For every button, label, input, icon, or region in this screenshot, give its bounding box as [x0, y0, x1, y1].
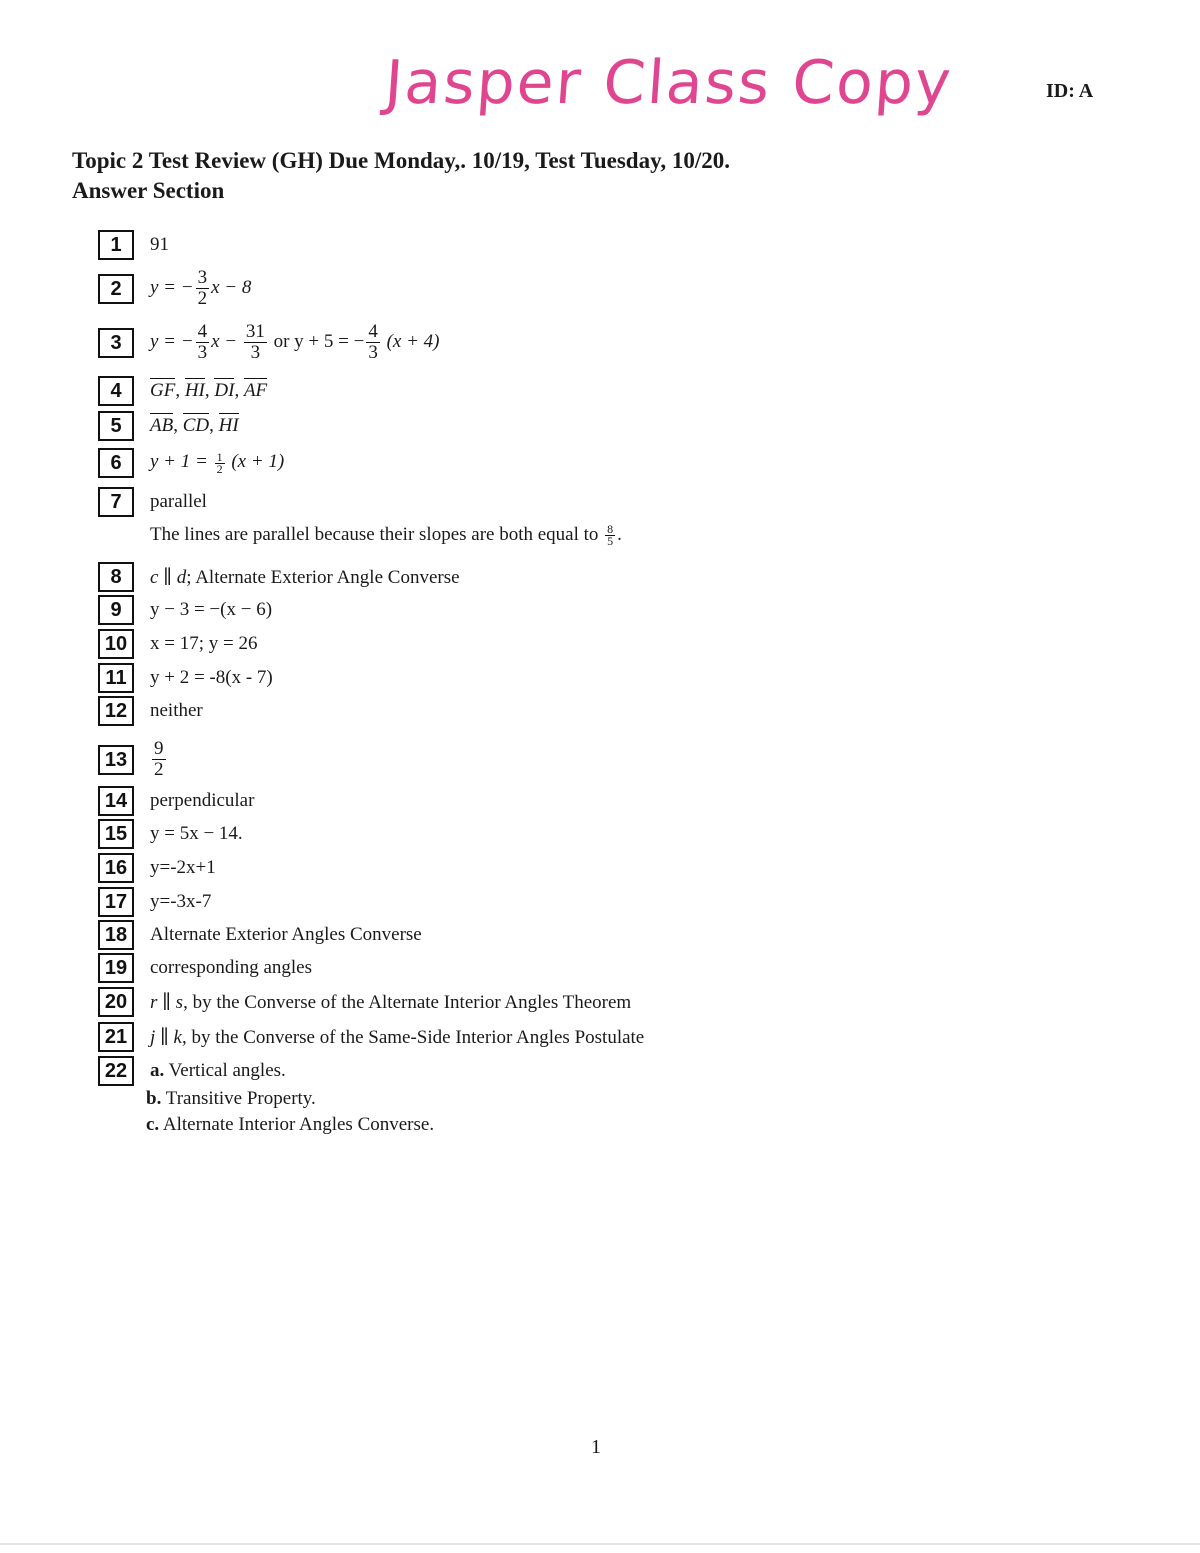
id-label: ID: A	[1046, 80, 1094, 102]
answer-text: c ∥ d; Alternate Exterior Angle Converse	[150, 566, 460, 588]
answer-text: j ∥ k, by the Converse of the Same-Side Interior Angles Postulate	[150, 1026, 645, 1048]
question-number: 6	[98, 448, 134, 478]
answer-item	[98, 376, 267, 406]
fraction: $\frac{31}{3}$	[245, 321, 265, 363]
answer-text: 91	[150, 234, 169, 255]
answer-item	[98, 1022, 644, 1052]
fraction: $\frac{1}{2}$	[216, 449, 223, 476]
question-number: 21	[98, 1022, 134, 1052]
answer-text: y + 1 = $\frac{1}{2}$ (x + 1)	[150, 449, 285, 476]
answer-item	[98, 819, 243, 849]
question-number: 1	[98, 230, 134, 260]
fraction: $\frac{4}{3}$	[368, 321, 378, 363]
answer-text: r ∥ s, by the Converse of the Alternate Interior Angles Theorem	[150, 991, 632, 1013]
answer-item	[98, 411, 239, 441]
question-number: 5	[98, 411, 134, 441]
fraction: $\frac{4}{3}$	[197, 321, 208, 363]
answer-text: y = − $\frac{4}{3}$ x − $\frac{31}{3}$ or y + 5 = − $\frac{4}{3}$ (x + 4)	[150, 321, 440, 363]
answer-item	[98, 696, 203, 726]
question-number: 13	[98, 745, 134, 775]
answer-item	[98, 562, 460, 592]
question-number: 19	[98, 953, 134, 983]
answer-item	[98, 629, 257, 659]
question-number: 10	[98, 629, 134, 659]
answer-item	[98, 887, 211, 917]
answer-item	[98, 953, 312, 983]
answer-item	[98, 448, 284, 478]
question-number: 12	[98, 696, 134, 726]
handwritten-note: Jasper Class Copy	[382, 48, 956, 118]
answer-text: y − 3 = −(x − 6)	[150, 599, 273, 620]
title-line: Topic 2 Test Review (GH) Due Monday,. 10/19, Test Tuesday, 10/20.	[72, 148, 730, 173]
answer-item	[98, 987, 631, 1017]
answer-text	[150, 739, 168, 780]
answer-text: y = 5x − 14.	[150, 823, 243, 844]
section-heading: Answer Section	[72, 178, 225, 203]
question-number: 15	[98, 819, 134, 849]
answer-text: y = − $\frac{3}{2}$ x − 8	[150, 267, 252, 309]
question-number: 18	[98, 920, 134, 950]
question-number: 22	[98, 1056, 134, 1086]
question-number: 20	[98, 987, 134, 1017]
answer-item	[98, 487, 207, 517]
answer-item	[98, 853, 216, 883]
fraction: $\frac{8}{5}$	[607, 522, 614, 549]
question-number: 9	[98, 595, 134, 625]
question-number: 3	[98, 328, 134, 358]
fraction: $\frac{3}{2}$	[197, 267, 208, 309]
answer-item	[98, 920, 422, 950]
answer-text: y=-2x+1	[150, 857, 216, 878]
page-number: 1	[591, 1436, 601, 1458]
question-number: 2	[98, 274, 134, 304]
answer-item	[98, 786, 254, 816]
question-number: 14	[98, 786, 134, 816]
answer-item	[98, 322, 440, 363]
answer-item	[98, 268, 251, 309]
answer-item	[98, 1056, 286, 1086]
question-number: 17	[98, 887, 134, 917]
answer-text: AB, CD, HI	[150, 415, 239, 436]
answer-text: Alternate Exterior Angles Converse	[150, 924, 422, 945]
question-number: 16	[98, 853, 134, 883]
question-number: 7	[98, 487, 134, 517]
answer-part: c. Alternate Interior Angles Converse.	[146, 1114, 435, 1135]
answer-text: perpendicular	[150, 790, 255, 811]
answer-part: b. Transitive Property.	[146, 1088, 316, 1109]
question-number: 11	[98, 663, 134, 693]
answer-text: x = 17; y = 26	[150, 633, 258, 654]
answer-text: y + 2 = -8(x - 7)	[150, 667, 273, 688]
answer-part: a. Vertical angles.	[150, 1060, 286, 1081]
question-number: 8	[98, 562, 134, 592]
answer-explanation: The lines are parallel because their slopes are both equal to $\frac{8}{5}$ .	[150, 522, 622, 549]
answer-text: y=-3x-7	[150, 891, 212, 912]
answer-item	[98, 230, 169, 260]
answer-item	[98, 663, 273, 693]
page-edge-divider	[0, 1543, 1200, 1545]
answer-item	[98, 739, 168, 780]
question-number: 4	[98, 376, 134, 406]
answer-item	[98, 595, 272, 625]
answer-text: parallel	[150, 491, 207, 512]
fraction: $\frac{9}{2}$	[154, 738, 164, 780]
answer-text: neither	[150, 700, 203, 721]
answer-text: GF, HI, DI, AF	[150, 380, 268, 401]
answer-text: corresponding angles	[150, 957, 312, 978]
